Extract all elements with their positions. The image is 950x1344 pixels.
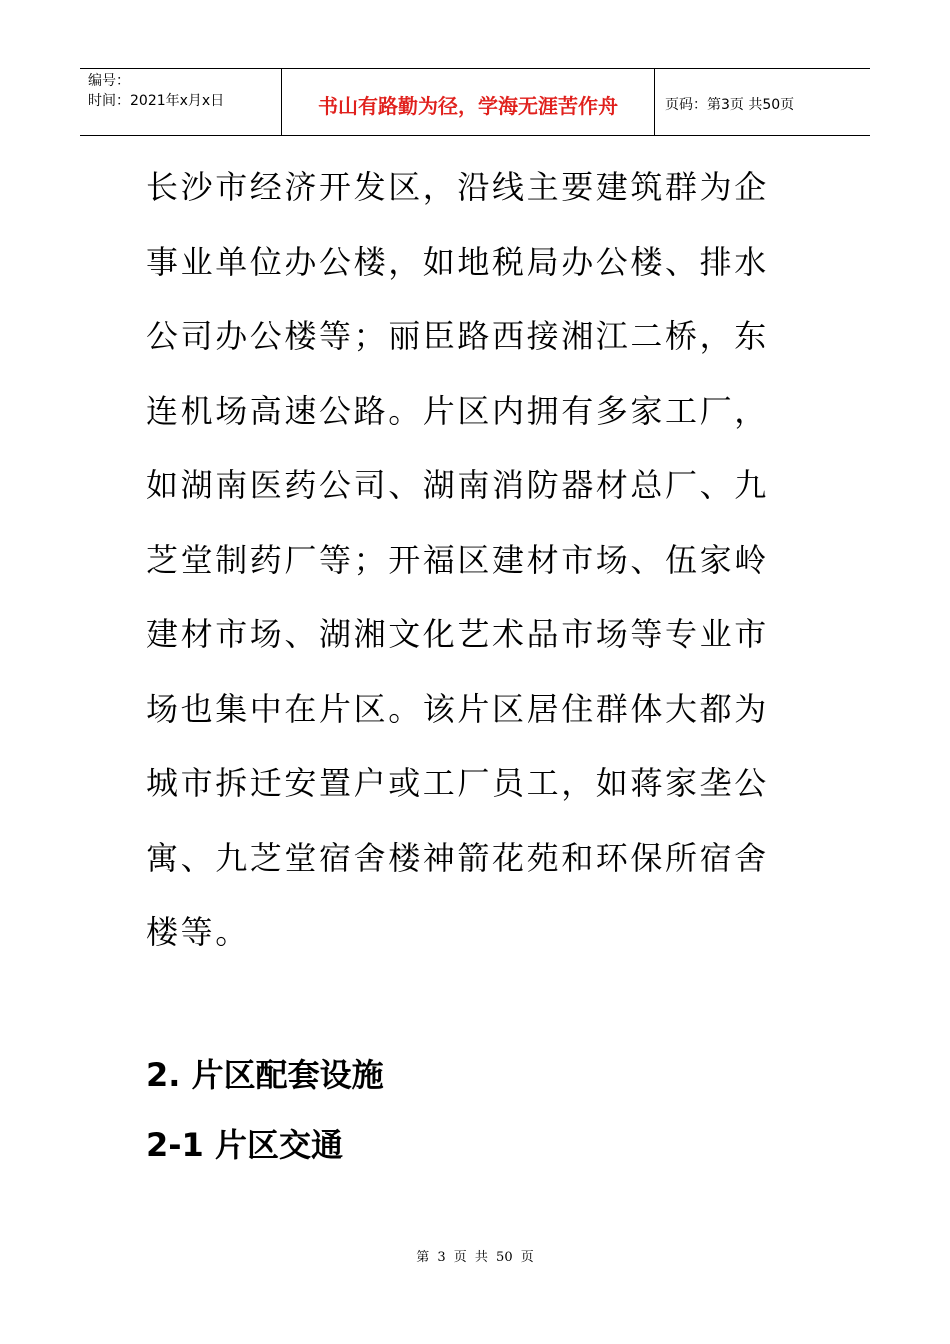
body-line: 连机场高速公路。片区内拥有多家工厂， xyxy=(146,391,769,430)
body-line: 事业单位办公楼，如地税局办公楼、排水 xyxy=(146,242,769,281)
body-line: 楼等。 xyxy=(146,913,250,951)
section-heading: 2. 片区配套设施 xyxy=(146,1056,384,1094)
body-line: 城市拆迁安置户或工厂员工，如蒋家垄公 xyxy=(146,764,769,802)
document-number-label: 编号： xyxy=(88,73,130,89)
header-meta xyxy=(80,69,282,135)
body-paragraph xyxy=(146,150,816,970)
header-motto: 书山有路勤为径，学海无涯苦作舟 xyxy=(282,69,655,135)
body-line: 如湖南医药公司、湖南消防器材总厂、九 xyxy=(146,466,769,504)
body-line: 建材市场、湖湘文化艺术品市场等专业市 xyxy=(146,615,769,653)
body-line: 长沙市经济开发区，沿线主要建筑群为企 xyxy=(146,168,769,206)
document-date: 时间：2021年x月x日 xyxy=(88,93,225,109)
page-footer: 第 3 页 共 50 页 xyxy=(416,1250,534,1265)
subsection-heading: 2-1 片区交通 xyxy=(146,1126,343,1164)
body-line: 场也集中在片区。该片区居住群体大都为 xyxy=(146,689,769,728)
header-page-number: 页码：第3页 共50页 xyxy=(665,97,795,113)
body-line: 公司办公楼等；丽臣路西接湘江二桥，东 xyxy=(146,317,769,355)
body-line: 芝堂制药厂等；开福区建材市场、伍家岭 xyxy=(146,540,769,579)
body-line: 寓、九芝堂宿舍楼神箭花苑和环保所宿舍 xyxy=(146,838,769,877)
page-header xyxy=(80,68,870,136)
